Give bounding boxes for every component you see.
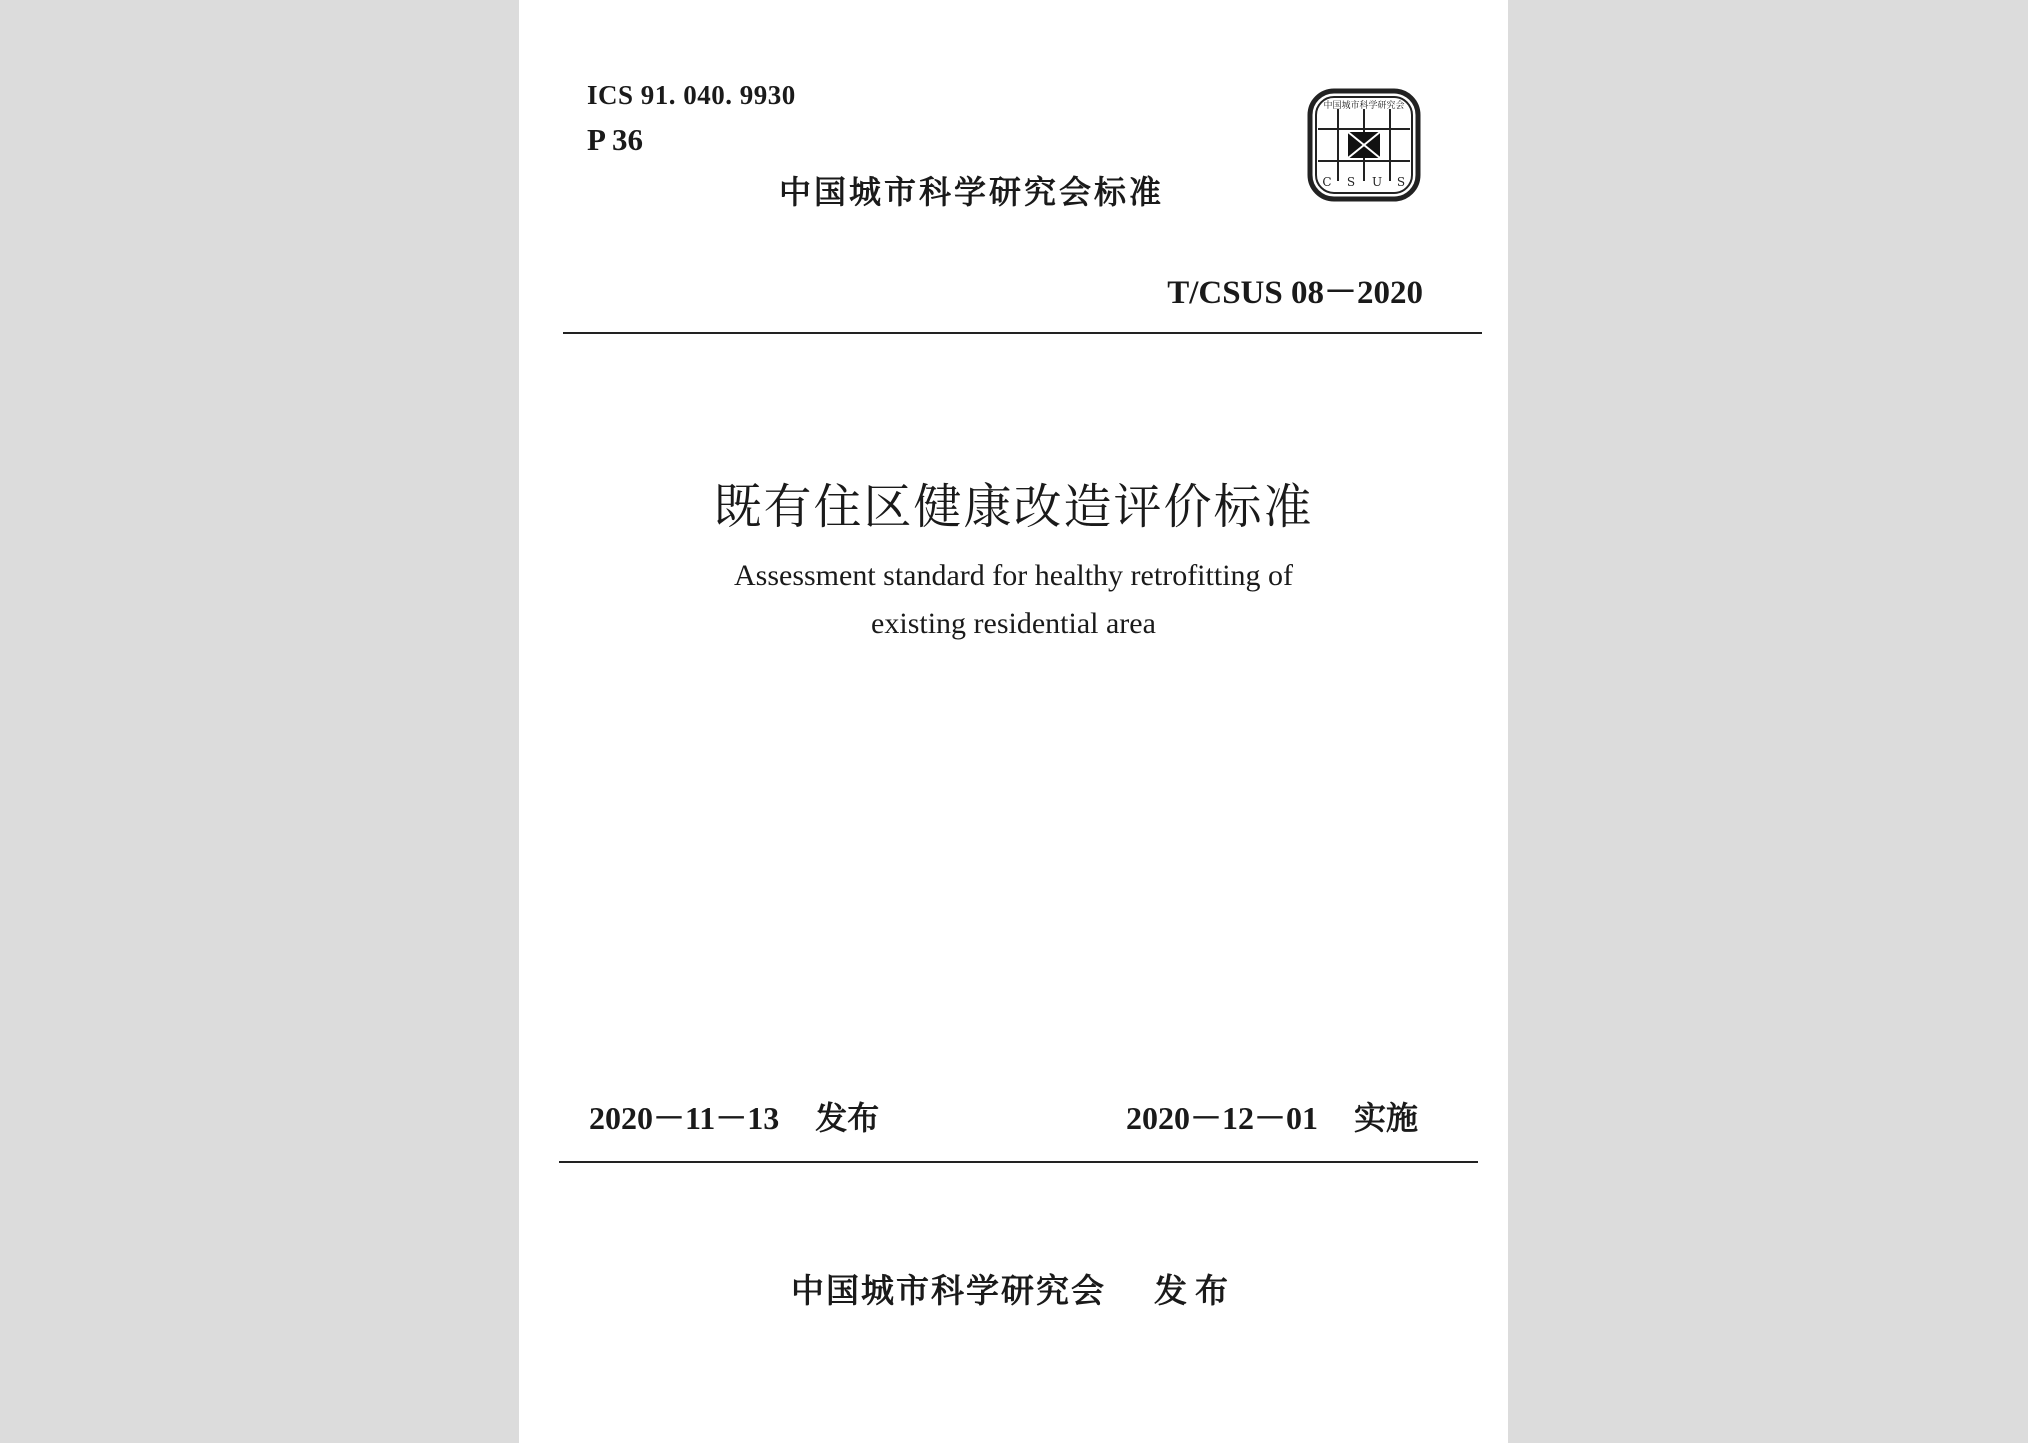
issue-label: 发布 [815,1099,880,1137]
publisher-name: 中国城市科学研究会 [791,1271,1106,1310]
title-chinese: 既有住区健康改造评价标准 [713,479,1314,535]
logo-top-text: 中国城市科学研究会 [1323,101,1405,111]
title-english-line1: Assessment standard for healthy retrofitting of [733,559,1294,592]
effective-date: 2020－12－01 [1125,1100,1318,1136]
document-page [519,0,1508,1443]
top-divider [563,332,1482,334]
logo-letter-s1: S [1346,175,1356,189]
logo-letter-c: C [1322,175,1332,189]
csus-logo [1304,85,1424,205]
category-code: P 36 [587,122,643,157]
ics-code: ICS 91. 040. 9930 [587,80,796,110]
issue-date: 2020－11－13 [589,1100,780,1136]
publish-label: 发布 [1154,1271,1236,1310]
title-english-line2: existing residential area [871,607,1156,640]
effective-date-block [1126,1093,1418,1139]
standard-number: T/CSUS 08－2020 [1167,275,1423,311]
publisher-block [519,1265,1508,1312]
logo-letter-s2: S [1396,175,1406,189]
effective-label: 实施 [1353,1099,1418,1137]
issue-date-block [589,1093,879,1139]
logo-letter-u: U [1371,175,1383,189]
bottom-divider [559,1161,1478,1163]
org-standard-label: 中国城市科学研究会标准 [779,173,1165,211]
title-english [519,552,1508,648]
